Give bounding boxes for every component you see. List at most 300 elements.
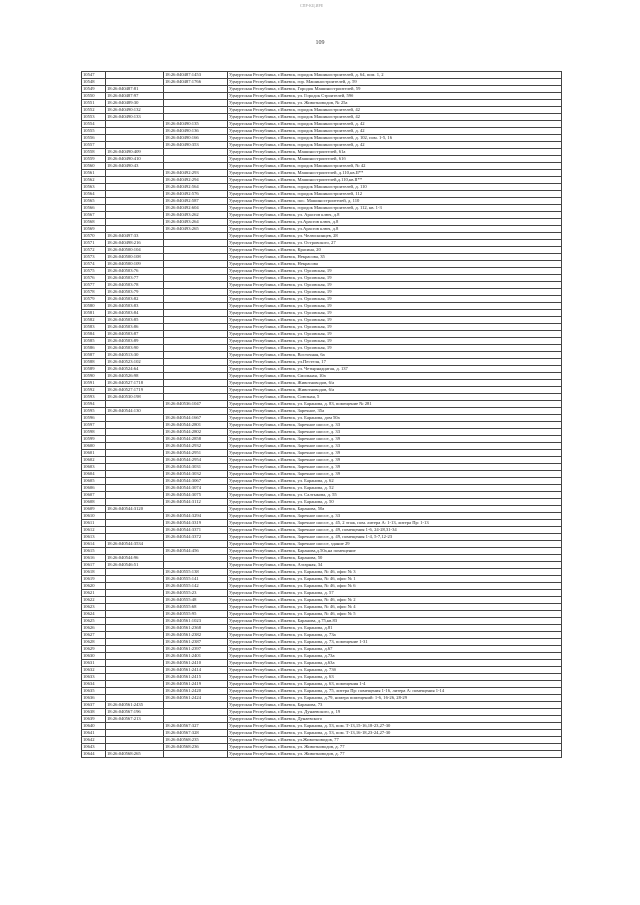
row-number-cell: 10641 <box>82 730 106 737</box>
table-row <box>82 485 562 492</box>
address-cell: Удмуртская Республика, г.Ижевск, ул. Баранова, № 46, офис № 2 <box>228 597 562 604</box>
land-cadastral-number-cell <box>106 611 164 618</box>
address-cell: Удмуртская Республика, г.Ижевск, ул. Орсовская, 19 <box>228 303 562 310</box>
table-row <box>82 310 562 317</box>
row-number-cell: 10571 <box>82 240 106 247</box>
row-number-cell: 10610 <box>82 513 106 520</box>
address-cell: Удмуртская Республика, г.Ижевск, ул. Орсовская, 19 <box>228 289 562 296</box>
building-cadastral-number-cell: 18:26:040561:1023 <box>164 618 228 625</box>
building-cadastral-number-cell <box>164 303 228 310</box>
land-cadastral-number-cell: 18:26:040503:77 <box>106 275 164 282</box>
table-row <box>82 254 562 261</box>
row-number-cell: 10619 <box>82 576 106 583</box>
table-row <box>82 660 562 667</box>
table-row <box>82 408 562 415</box>
address-cell: Удмуртская Республика, г.Ижевск, Баранова, 73 <box>228 702 562 709</box>
address-cell: Удмуртская Республика, г.Ижевск, ул. Баранова, д. 53, пом. Т-13,15-16,18-23,27-30 <box>228 723 562 730</box>
table-row <box>82 695 562 702</box>
address-cell: Удмуртская Республика, г.Ижевск, ул.Животноводов, 77 <box>228 737 562 744</box>
address-cell: Удмуртская Республика, г.Ижевск, городок Машиностроителей, № 42 <box>228 163 562 170</box>
row-number-cell: 10642 <box>82 737 106 744</box>
row-number-cell: 10592 <box>82 387 106 394</box>
table-row <box>82 611 562 618</box>
address-cell: Удмуртская Республика, г.Ижевск, Восточная, 6а <box>228 352 562 359</box>
building-cadastral-number-cell <box>164 156 228 163</box>
row-number-cell: 10609 <box>82 506 106 513</box>
address-cell: Удмуртская Республика, г.Ижевск, Заречное шоссе, д. 49, помещения 1-4, 5-7,12-23 <box>228 534 562 541</box>
building-cadastral-number-cell <box>164 233 228 240</box>
address-cell: Удмуртская Республика, г.Ижевск, ул. Баранова, д.73а <box>228 653 562 660</box>
row-number-cell: 10627 <box>82 632 106 639</box>
building-cadastral-number-cell: 18:26:040561:2415 <box>164 674 228 681</box>
address-cell: Удмуртская Республика, г.Ижевск, ул. Арасгов ключ, д.8 <box>228 212 562 219</box>
table-row <box>82 177 562 184</box>
building-cadastral-number-cell <box>164 751 228 758</box>
address-cell: Удмуртская Республика, г.Ижевск, ул. Орсовская, 19 <box>228 268 562 275</box>
land-cadastral-number-cell: 18:26:040546:51 <box>106 562 164 569</box>
address-cell: Удмуртская Республика, г.Ижевск, ул. Животноводов, д. 77 <box>228 744 562 751</box>
land-cadastral-number-cell <box>106 653 164 660</box>
table-row <box>82 373 562 380</box>
row-number-cell: 10613 <box>82 534 106 541</box>
address-cell: Удмуртская Республика, г.Ижевск, городок Машиностроителей, д. 102, пом. 1-5, 16 <box>228 135 562 142</box>
land-cadastral-number-cell: 18:26:040503:82 <box>106 296 164 303</box>
table-row <box>82 674 562 681</box>
land-cadastral-number-cell <box>106 443 164 450</box>
row-number-cell: 10625 <box>82 618 106 625</box>
land-cadastral-number-cell: 18:26:040490:410 <box>106 156 164 163</box>
address-cell: Удмуртская Республика, г.Ижевск, Баранова, 50 <box>228 555 562 562</box>
building-cadastral-number-cell <box>164 93 228 100</box>
table-row <box>82 751 562 758</box>
land-cadastral-number-cell <box>106 583 164 590</box>
table-row <box>82 72 562 79</box>
building-cadastral-number-cell: 18:26:040493:264 <box>164 219 228 226</box>
table-row <box>82 646 562 653</box>
address-cell: Удмуртская Республика, г.Ижевск, городок Машиностроителей, д. 42 <box>228 121 562 128</box>
land-cadastral-number-cell: 18:26:040527:1719 <box>106 387 164 394</box>
address-cell: Удмуртская Республика, г.Ижевск, ул. Баранова, д. 57 <box>228 590 562 597</box>
table-row <box>82 744 562 751</box>
building-cadastral-number-cell <box>164 282 228 289</box>
address-cell: Удмуртская Республика, г.Ижевск, Союзная, 5 <box>228 394 562 401</box>
building-cadastral-number-cell: 18:26:040561:2397 <box>164 646 228 653</box>
row-number-cell: 10617 <box>82 562 106 569</box>
table-row <box>82 79 562 86</box>
table-row <box>82 205 562 212</box>
row-number-cell: 10570 <box>82 233 106 240</box>
land-cadastral-number-cell: 18:26:040487:81 <box>106 86 164 93</box>
row-number-cell: 10580 <box>82 303 106 310</box>
building-cadastral-number-cell: 18:26:040490:353 <box>164 142 228 149</box>
land-cadastral-number-cell: 18:26:040503:89 <box>106 338 164 345</box>
row-number-cell: 10602 <box>82 457 106 464</box>
address-cell: Удмуртская Республика, г.Ижевск, Городок Машиностроителей, 59 <box>228 86 562 93</box>
land-cadastral-number-cell: 18:26:040503:79 <box>106 289 164 296</box>
building-cadastral-number-cell: 18:26:040555:138 <box>164 569 228 576</box>
address-cell: Удмуртская Республика, г.Ижевск, Баранова,д.50а,на помещение <box>228 548 562 555</box>
building-cadastral-number-cell: 18:26:040490:136 <box>164 128 228 135</box>
row-number-cell: 10579 <box>82 296 106 303</box>
table-row <box>82 730 562 737</box>
land-cadastral-number-cell <box>106 576 164 583</box>
address-cell: Удмуртская Республика, г.Ижевск, ул. Баранова, д. 63 <box>228 674 562 681</box>
table-row <box>82 366 562 373</box>
table-row <box>82 534 562 541</box>
row-number-cell: 10557 <box>82 142 106 149</box>
table-row <box>82 142 562 149</box>
address-cell: Удмуртская Республика, г.Ижевск, ул. Баранова, № 46, офис № 1 <box>228 576 562 583</box>
row-number-cell: 10604 <box>82 471 106 478</box>
building-cadastral-number-cell <box>164 254 228 261</box>
table-row <box>82 520 562 527</box>
address-cell: Удмуртская Республика, г.Ижевск, ул. Салтыкова, д. 55 <box>228 492 562 499</box>
land-cadastral-number-cell: 18:26:040490:43 <box>106 163 164 170</box>
table-row <box>82 324 562 331</box>
building-cadastral-number-cell: 18:26:040561:2414 <box>164 667 228 674</box>
row-number-cell: 10550 <box>82 93 106 100</box>
land-cadastral-number-cell <box>106 450 164 457</box>
land-cadastral-number-cell <box>106 464 164 471</box>
land-cadastral-number-cell: 18:26:040503:90 <box>106 345 164 352</box>
address-cell: Удмуртская Республика, г.Ижевск, Машиностроителей, 61б <box>228 156 562 163</box>
land-cadastral-number-cell <box>106 79 164 86</box>
building-cadastral-number-cell: 18:26:040544:456 <box>164 548 228 555</box>
land-cadastral-number-cell <box>106 492 164 499</box>
address-cell: Удмуртская Республика, г.Ижевск, ул. Баранова, № 46, офис № 4 <box>228 604 562 611</box>
table-row <box>82 632 562 639</box>
land-cadastral-number-cell <box>106 471 164 478</box>
table-row <box>82 422 562 429</box>
row-number-cell: 10547 <box>82 72 106 79</box>
address-cell: Удмуртская Республика, г.Ижевск, ул. Орсовская, 19 <box>228 345 562 352</box>
land-cadastral-number-cell <box>106 513 164 520</box>
table-row <box>82 107 562 114</box>
building-cadastral-number-cell: 18:26:040544:3075 <box>164 492 228 499</box>
land-cadastral-number-cell <box>106 688 164 695</box>
land-cadastral-number-cell <box>106 415 164 422</box>
address-cell: Удмуртская Республика, г.Ижевск, Дунаевского <box>228 716 562 723</box>
address-cell: Удмуртская Республика, г.Ижевск, ул. Орсовская, 19 <box>228 324 562 331</box>
table-row <box>82 548 562 555</box>
table-row <box>82 387 562 394</box>
table-row <box>82 261 562 268</box>
address-cell: Удмуртская Республика, г.Ижевск, ул. Баранова, № 46, офис № 6 <box>228 583 562 590</box>
table-row <box>82 716 562 723</box>
building-cadastral-number-cell: 18:26:040544:3067 <box>164 478 228 485</box>
building-cadastral-number-cell: 18:26:040561:2368 <box>164 625 228 632</box>
building-cadastral-number-cell: 18:26:040493:265 <box>164 226 228 233</box>
row-number-cell: 10549 <box>82 86 106 93</box>
table-row <box>82 233 562 240</box>
table-row <box>82 457 562 464</box>
table-row <box>82 331 562 338</box>
land-cadastral-number-cell <box>106 485 164 492</box>
land-cadastral-number-cell <box>106 590 164 597</box>
row-number-cell: 10626 <box>82 625 106 632</box>
table-row <box>82 114 562 121</box>
row-number-cell: 10612 <box>82 527 106 534</box>
row-number-cell: 10552 <box>82 107 106 114</box>
address-cell: Удмуртская Республика, г.Ижевск, городок Машиностроителей, 112 <box>228 191 562 198</box>
table-row <box>82 149 562 156</box>
registry-table-body <box>82 72 562 758</box>
building-cadastral-number-cell: 18:26:040561:2382 <box>164 632 228 639</box>
row-number-cell: 10559 <box>82 156 106 163</box>
building-cadastral-number-cell: 18:26:040561:2387 <box>164 639 228 646</box>
row-number-cell: 10572 <box>82 247 106 254</box>
address-cell: Удмуртская Республика, г.Ижевск, ул. Баранова, д. 62 <box>228 478 562 485</box>
building-cadastral-number-cell <box>164 345 228 352</box>
table-row <box>82 163 562 170</box>
row-number-cell: 10586 <box>82 345 106 352</box>
address-cell: Удмуртская Республика, г.Ижевск, Красина, 20 <box>228 247 562 254</box>
address-cell: Удмуртская Республика, г.Ижевск, Баранова, 50а <box>228 506 562 513</box>
table-row <box>82 702 562 709</box>
land-cadastral-number-cell <box>106 436 164 443</box>
building-cadastral-number-cell: 18:26:040555:23 <box>164 590 228 597</box>
land-cadastral-number-cell <box>106 135 164 142</box>
land-cadastral-number-cell <box>106 625 164 632</box>
building-cadastral-number-cell <box>164 107 228 114</box>
row-number-cell: 10628 <box>82 639 106 646</box>
building-cadastral-number-cell <box>164 373 228 380</box>
row-number-cell: 10636 <box>82 695 106 702</box>
table-row <box>82 681 562 688</box>
row-number-cell: 10624 <box>82 611 106 618</box>
row-number-cell: 10631 <box>82 660 106 667</box>
table-row <box>82 352 562 359</box>
address-cell: Удмуртская Республика, г.Ижевск, ул. Животноводов, № 25а <box>228 100 562 107</box>
row-number-cell: 10616 <box>82 555 106 562</box>
land-cadastral-number-cell: 18:26:040513:30 <box>106 352 164 359</box>
row-number-cell: 10564 <box>82 191 106 198</box>
address-cell: Удмуртская Республика, г.Ижевск, ул. Орсовская, 19 <box>228 296 562 303</box>
building-cadastral-number-cell <box>164 247 228 254</box>
table-row <box>82 562 562 569</box>
address-cell: Удмуртская Республика, г.Ижевск, ул. Баранова, д. 75, литера Пр: помещения 1-16, литера А: помещения 1-14 <box>228 688 562 695</box>
row-number-cell: 10622 <box>82 597 106 604</box>
row-number-cell: 10644 <box>82 751 106 758</box>
row-number-cell: 10581 <box>82 310 106 317</box>
building-cadastral-number-cell: 18:26:040544:3371 <box>164 527 228 534</box>
table-row <box>82 268 562 275</box>
land-cadastral-number-cell: 18:26:040503:83 <box>106 303 164 310</box>
table-row <box>82 513 562 520</box>
table-row <box>82 597 562 604</box>
building-cadastral-number-cell: 18:26:040492:293 <box>164 170 228 177</box>
building-cadastral-number-cell: 18:26:040567:327 <box>164 723 228 730</box>
building-cadastral-number-cell: 18:26:040544:3112 <box>164 499 228 506</box>
row-number-cell: 10623 <box>82 604 106 611</box>
table-row <box>82 156 562 163</box>
address-cell: Удмуртская Республика, г.Ижевск, Животноводов, 6/а <box>228 387 562 394</box>
land-cadastral-number-cell: 18:26:040497:33 <box>106 233 164 240</box>
address-cell: Удмуртская Республика, г.Ижевск, Заречное шоссе, д. 45, 2 этаж, пом. литера А: 1-13, литера Пр: 1-13 <box>228 520 562 527</box>
address-cell: Удмуртская Республика, г.Ижевск, ул. Баранова, д. 52 <box>228 485 562 492</box>
table-row <box>82 478 562 485</box>
address-cell: Удмуртская Республика, г.Ижевск, Некрасова <box>228 261 562 268</box>
row-number-cell: 10598 <box>82 429 106 436</box>
row-number-cell: 10565 <box>82 198 106 205</box>
building-cadastral-number-cell: 18:26:040567:328 <box>164 730 228 737</box>
table-row <box>82 303 562 310</box>
building-cadastral-number-cell: 18:26:040544:3074 <box>164 485 228 492</box>
table-row <box>82 212 562 219</box>
table-row <box>82 737 562 744</box>
address-cell: Удмуртская Республика, г.Ижевск, Заречное шоссе, д. 39 <box>228 464 562 471</box>
land-cadastral-number-cell <box>106 730 164 737</box>
building-cadastral-number-cell: 18:26:040492:564 <box>164 184 228 191</box>
address-cell: Удмуртская Республика, г.Ижевск, городок Машиностроителей, д. 42 <box>228 142 562 149</box>
table-row <box>82 639 562 646</box>
building-cadastral-number-cell <box>164 296 228 303</box>
row-number-cell: 10578 <box>82 289 106 296</box>
table-row <box>82 709 562 716</box>
building-cadastral-number-cell: 18:26:040492:294 <box>164 177 228 184</box>
land-cadastral-number-cell <box>106 667 164 674</box>
building-cadastral-number-cell <box>164 555 228 562</box>
land-cadastral-number-cell: 18:26:040503:87 <box>106 331 164 338</box>
row-number-cell: 10589 <box>82 366 106 373</box>
building-cadastral-number-cell <box>164 506 228 513</box>
address-cell: Удмуртская Республика, г.Ижевск, Заречное шоссе, д. 33 <box>228 429 562 436</box>
row-number-cell: 10635 <box>82 688 106 695</box>
land-cadastral-number-cell <box>106 177 164 184</box>
address-cell: Удмуртская Республика, г.Ижевск, ул. Четырнадцатая, д. 137 <box>228 366 562 373</box>
row-number-cell: 10606 <box>82 485 106 492</box>
row-number-cell: 10577 <box>82 282 106 289</box>
building-cadastral-number-cell: 18:26:040555:142 <box>164 583 228 590</box>
building-cadastral-number-cell: 18:26:040536:1047 <box>164 401 228 408</box>
building-cadastral-number-cell <box>164 100 228 107</box>
table-row <box>82 590 562 597</box>
row-number-cell: 10639 <box>82 716 106 723</box>
address-cell: Удмуртская Республика, г.Ижевск, ул. Баранова, д.79, номера помещений: 1-6, 16-26, 28-29 <box>228 695 562 702</box>
row-number-cell: 10599 <box>82 436 106 443</box>
address-cell: Удмуртская Республика, г.Ижевск, пос. Машиностроителей, д. 110 <box>228 198 562 205</box>
row-number-cell: 10576 <box>82 275 106 282</box>
table-row <box>82 275 562 282</box>
land-cadastral-number-cell <box>106 646 164 653</box>
land-cadastral-number-cell: 18:26:040500:108 <box>106 254 164 261</box>
table-row <box>82 100 562 107</box>
table-row <box>82 296 562 303</box>
land-cadastral-number-cell <box>106 128 164 135</box>
land-cadastral-number-cell: 18:26:040544:3534 <box>106 541 164 548</box>
building-cadastral-number-cell <box>164 387 228 394</box>
address-cell: Удмуртская Республика, г.Ижевск, ул.Арасгов ключ, д.8 <box>228 219 562 226</box>
row-number-cell: 10573 <box>82 254 106 261</box>
address-cell: Удмуртская Республика, г.Ижевск, ул. Орсовская, 19 <box>228 317 562 324</box>
address-cell: Удмуртская Республика, г.Ижевск, ул. Баранова, № 46, офис № 3 <box>228 569 562 576</box>
row-number-cell: 10568 <box>82 219 106 226</box>
land-cadastral-number-cell: 18:26:040498:216 <box>106 240 164 247</box>
address-cell: Удмуртская Республика, г.Ижевск, городок Машиностроителей, д. 112, кв. 1-3 <box>228 205 562 212</box>
address-cell: Удмуртская Республика, г.Ижевск, ул. Орсовская, 19 <box>228 275 562 282</box>
address-cell: Удмуртская Республика, г.Ижевск, Заречное шоссе, здание 29 <box>228 541 562 548</box>
row-number-cell: 10594 <box>82 401 106 408</box>
building-cadastral-number-cell <box>164 408 228 415</box>
land-cadastral-number-cell <box>106 499 164 506</box>
address-cell: Удмуртская Республика, г.Ижевск, ул. Баранова, д.81 <box>228 625 562 632</box>
building-cadastral-number-cell: 18:26:040555:68 <box>164 604 228 611</box>
address-cell: Удмуртская Республика, г.Ижевск, ул. Островского, 27 <box>228 240 562 247</box>
building-cadastral-number-cell <box>164 716 228 723</box>
table-row <box>82 394 562 401</box>
address-cell: Удмуртская Республика, г.Ижевск, ул. Баранова, д.67 <box>228 646 562 653</box>
row-number-cell: 10583 <box>82 324 106 331</box>
table-row <box>82 723 562 730</box>
building-cadastral-number-cell <box>164 359 228 366</box>
land-cadastral-number-cell <box>106 422 164 429</box>
table-row <box>82 191 562 198</box>
row-number-cell: 10585 <box>82 338 106 345</box>
land-cadastral-number-cell: 18:26:040527:1718 <box>106 380 164 387</box>
row-number-cell: 10582 <box>82 317 106 324</box>
page-number: 109 <box>315 40 325 46</box>
land-cadastral-number-cell: 18:26:040490:132 <box>106 107 164 114</box>
building-cadastral-number-cell <box>164 380 228 387</box>
land-cadastral-number-cell <box>106 121 164 128</box>
land-cadastral-number-cell: 18:26:040503:86 <box>106 324 164 331</box>
building-cadastral-number-cell: 18:26:040561:2424 <box>164 695 228 702</box>
building-cadastral-number-cell: 18:26:040555:141 <box>164 576 228 583</box>
address-cell: Удмуртская Республика, г.Ижевск, ул. Баранова, д.63а <box>228 660 562 667</box>
address-cell: Удмуртская Республика, г.Ижевск, Заречное шоссе, д. 39 <box>228 450 562 457</box>
address-cell: Удмуртская Республика, г.Ижевск, ул. Животноводов, д. 77 <box>228 751 562 758</box>
building-cadastral-number-cell <box>164 394 228 401</box>
land-cadastral-number-cell: 18:26:040567:213 <box>106 716 164 723</box>
building-cadastral-number-cell: 18:26:040561:2420 <box>164 688 228 695</box>
row-number-cell: 10563 <box>82 184 106 191</box>
land-cadastral-number-cell <box>106 212 164 219</box>
table-row <box>82 527 562 534</box>
building-cadastral-number-cell <box>164 261 228 268</box>
land-cadastral-number-cell: 18:26:040567:196 <box>106 709 164 716</box>
table-row <box>82 492 562 499</box>
registry-table <box>81 71 562 758</box>
address-cell: Удмуртская Республика, г.Ижевск, городок Машиностроителей, д. 110 <box>228 184 562 191</box>
land-cadastral-number-cell: 18:26:040503:84 <box>106 310 164 317</box>
row-number-cell: 10620 <box>82 583 106 590</box>
address-cell: Удмуртская Республика, г.Ижевск, ул. Орсовская, 19 <box>228 338 562 345</box>
address-cell: Удмуртская Республика, г.Ижевск, ул. Баранова, д. 63, помещения 1-4 <box>228 681 562 688</box>
row-number-cell: 10638 <box>82 709 106 716</box>
address-cell: Удмуртская Республика, г.Ижевск, Животноводов, 6/а <box>228 380 562 387</box>
address-cell: Удмуртская Республика, г.Ижевск, ул. Городок Строителей, 59б <box>228 93 562 100</box>
building-cadastral-number-cell: 18:26:040561:2410 <box>164 660 228 667</box>
table-row <box>82 219 562 226</box>
address-cell: Удмуртская Республика, г.Ижевск, ул. Орсовская, 19 <box>228 331 562 338</box>
land-cadastral-number-cell <box>106 191 164 198</box>
land-cadastral-number-cell <box>106 569 164 576</box>
table-row <box>82 436 562 443</box>
address-cell: Удмуртская Республика, г.Ижевск, ул. Баранова, № 46, офис № 5 <box>228 611 562 618</box>
address-cell: Удмуртская Республика, г.Ижевск, ул. Баранова, д. 73а <box>228 632 562 639</box>
address-cell: Удмуртская Республика, г.Ижевск, Заречное шоссе, д. 39 <box>228 471 562 478</box>
row-number-cell: 10551 <box>82 100 106 107</box>
land-cadastral-number-cell <box>106 639 164 646</box>
table-row <box>82 282 562 289</box>
land-cadastral-number-cell <box>106 604 164 611</box>
building-cadastral-number-cell: 18:26:040544:1667 <box>164 415 228 422</box>
table-row <box>82 128 562 135</box>
table-row <box>82 555 562 562</box>
land-cadastral-number-cell: 18:26:040500:109 <box>106 261 164 268</box>
land-cadastral-number-cell <box>106 618 164 625</box>
building-cadastral-number-cell <box>164 709 228 716</box>
